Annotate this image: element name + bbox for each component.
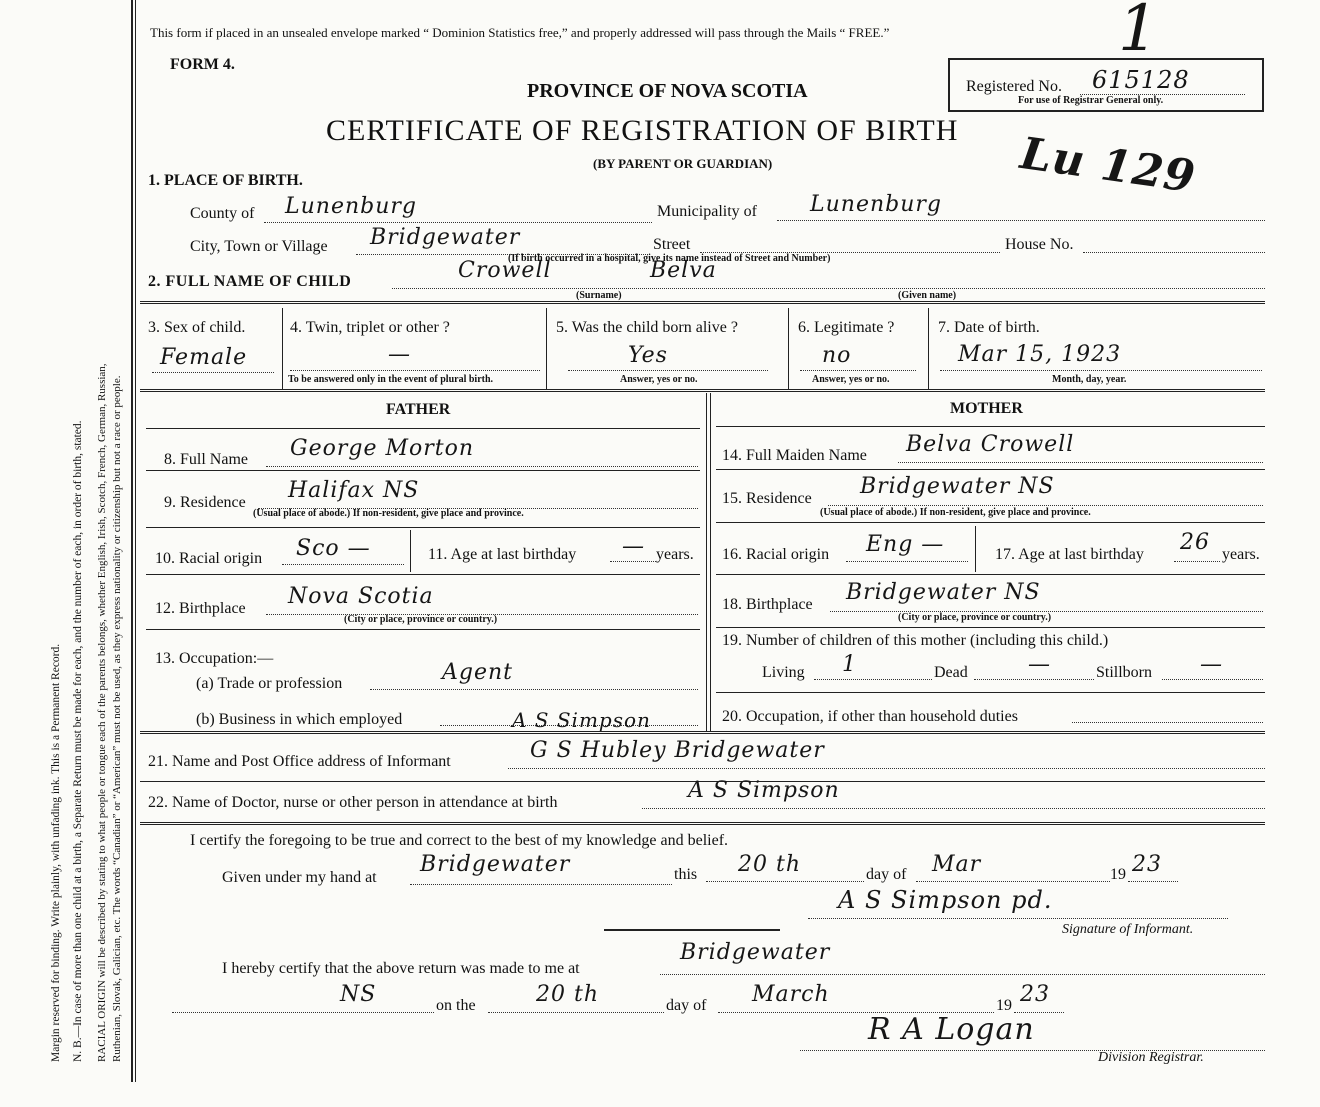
informant-signature-label: Signature of Informant. — [1062, 922, 1194, 937]
surname-note: (Surname) — [576, 290, 622, 301]
certificate-title: CERTIFICATE OF REGISTRATION OF BIRTH — [326, 114, 959, 147]
father-heading: FATHER — [386, 401, 451, 418]
child-given-name-value: Belva — [650, 258, 717, 283]
margin-note-1: Margin reserved for binding. Write plainly, with unfading ink. This is a Permanent Record. — [50, 643, 62, 1062]
registrar-province-value: NS — [340, 982, 377, 1007]
margin-rule — [131, 0, 133, 1082]
mother-name-value: Belva Crowell — [906, 432, 1075, 457]
this-label: this — [674, 866, 698, 883]
dob-value: Mar 15, 1923 — [958, 342, 1122, 367]
father-residence-note: (Usual place of abode.) If non-resident, give place and province. — [253, 508, 524, 519]
twin-label: 4. Twin, triplet or other ? — [290, 319, 450, 336]
province-heading: PROVINCE OF NOVA SCOTIA — [527, 80, 808, 102]
dead-value: — — [1028, 652, 1051, 677]
born-alive-label: 5. Was the child born alive ? — [556, 319, 738, 336]
sex-value: Female — [160, 345, 248, 370]
county-value: Lunenburg — [285, 194, 417, 219]
postal-note: This form if placed in an unsealed envelope marked “ Dominion Statistics free,” and properly addressed will pass through the Mails “ FREE.” — [150, 25, 890, 40]
certify-statement: I certify the foregoing to be true and correct to the best of my knowledge and belief. — [190, 832, 729, 849]
legitimate-note: Answer, yes or no. — [812, 374, 890, 385]
mother-name-label: 14. Full Maiden Name — [722, 447, 867, 464]
house-no-label: House No. — [1005, 236, 1074, 253]
cert-year-prefix: 19 — [1110, 866, 1126, 883]
margin-note-3: RACIAL ORIGIN will be described by stating to what people or tongue each of the parents belongs, whether English, Irish, Scotch, French, German, Russian, — [96, 363, 108, 1062]
father-residence-label: 9. Residence — [164, 494, 246, 511]
divider-1 — [140, 301, 1265, 304]
living-value: 1 — [842, 652, 857, 677]
registration-box — [948, 58, 1264, 112]
doctor-value: A S Simpson — [688, 778, 840, 803]
father-age-unit: years. — [656, 546, 694, 563]
county-label: County of — [190, 205, 255, 222]
trade-value: Agent — [442, 660, 513, 685]
stillborn-label: Stillborn — [1096, 664, 1153, 681]
informant-value: G S Hubley Bridgewater — [530, 738, 825, 763]
place-of-birth-section: 1. PLACE OF BIRTH. — [148, 172, 303, 189]
given-name-note: (Given name) — [898, 290, 957, 301]
mother-birthplace-note: (City or place, province or country.) — [898, 612, 1052, 623]
divider-4 — [140, 822, 1265, 825]
short-rule — [604, 929, 780, 931]
legitimate-label: 6. Legitimate ? — [798, 319, 895, 336]
registrar-general-note: For use of Registrar General only. — [1018, 95, 1164, 106]
sex-label: 3. Sex of child. — [148, 319, 246, 336]
form-number: FORM 4. — [170, 56, 235, 73]
cert-year-value: 23 — [1132, 852, 1162, 877]
registrar-statement: I hereby certify that the above return was made to me at — [222, 960, 580, 977]
mother-race-value: Eng — — [866, 532, 945, 557]
informant-label: 21. Name and Post Office address of Informant — [148, 753, 451, 770]
municipality-value: Lunenburg — [810, 192, 942, 217]
registrar-year-value: 23 — [1020, 982, 1050, 1007]
father-race-label: 10. Racial origin — [155, 550, 263, 567]
registrar-place-value: Bridgewater — [680, 940, 831, 965]
father-race-value: Sco — — [296, 536, 371, 561]
day-of-label: day of — [866, 866, 907, 883]
registrar-day-value: 20 th — [536, 982, 599, 1007]
father-birthplace-label: 12. Birthplace — [155, 600, 246, 617]
side-handwritten-mark: Lu 129 — [1017, 127, 1199, 204]
mother-birthplace-value: Bridgewater NS — [846, 580, 1041, 605]
doctor-label: 22. Name of Doctor, nurse or other person in attendance at birth — [148, 794, 558, 811]
mother-residence-value: Bridgewater NS — [860, 474, 1055, 499]
informant-signature: A S Simpson pd. — [838, 886, 1053, 914]
margin-note-2: N. B.—In case of more than one child at a birth, a Separate Return must be made for each, and the number of each, in order of birth, stated. — [72, 420, 84, 1062]
registrar-year-prefix: 19 — [996, 997, 1012, 1014]
given-place-value: Bridgewater — [420, 852, 571, 877]
mother-occupation-label: 20. Occupation, if other than household duties — [722, 708, 1018, 725]
living-label: Living — [762, 664, 805, 681]
mother-heading: MOTHER — [950, 400, 1023, 417]
father-name-value: George Morton — [290, 436, 474, 461]
cert-day-value: 20 th — [738, 852, 801, 877]
registered-no-label: Registered No. — [966, 78, 1062, 95]
mother-residence-label: 15. Residence — [722, 490, 812, 507]
city-label: City, Town or Village — [190, 238, 328, 255]
mother-age-value: 26 — [1180, 530, 1210, 555]
dob-label: 7. Date of birth. — [938, 319, 1040, 336]
divider-3 — [140, 731, 1265, 734]
father-occupation-label: 13. Occupation:— — [155, 650, 274, 667]
legitimate-value: no — [822, 343, 852, 368]
margin-note-4: Ruthenian, Slovak, Galician, etc. The words “Canadian” or “American” must not be used, as they express nationality or citizenship but not a race or people. — [111, 375, 123, 1062]
born-alive-note: Answer, yes or no. — [620, 374, 698, 385]
child-surname-value: Crowell — [458, 258, 552, 283]
street-note: (If birth occurred in a hospital, give its name instead of Street and Number) — [508, 253, 831, 264]
registered-no-value: 615128 — [1092, 66, 1190, 94]
twin-note: To be answered only in the event of plural birth. — [288, 374, 494, 385]
cert-month-value: Mar — [932, 852, 982, 877]
mother-age-unit: years. — [1222, 546, 1260, 563]
division-registrar-label: Division Registrar. — [1098, 1050, 1204, 1065]
father-age-label: 11. Age at last birthday — [428, 546, 577, 563]
children-count-label: 19. Number of children of this mother (including this child.) — [722, 632, 1109, 649]
father-birthplace-note: (City or place, province or country.) — [344, 614, 498, 625]
street-label: Street — [653, 236, 691, 253]
top-handwritten-mark: 1 — [1118, 0, 1160, 66]
on-the-label: on the — [436, 997, 476, 1014]
father-name-label: 8. Full Name — [164, 451, 248, 468]
child-name-label: 2. FULL NAME OF CHILD — [148, 273, 352, 290]
mother-residence-note: (Usual place of abode.) If non-resident, give place and province. — [820, 507, 1091, 518]
municipality-label: Municipality of — [657, 203, 757, 220]
registrar-month-value: March — [752, 982, 830, 1007]
given-under-label: Given under my hand at — [222, 869, 377, 886]
stillborn-value: — — [1200, 652, 1223, 677]
mother-race-label: 16. Racial origin — [722, 546, 830, 563]
certificate-subtitle: (BY PARENT OR GUARDIAN) — [593, 156, 773, 171]
binding-margin — [0, 0, 135, 1107]
city-value: Bridgewater — [370, 225, 521, 250]
business-value: A S Simpson — [512, 708, 651, 732]
registrar-signature: R A Logan — [868, 1012, 1035, 1047]
margin-rule-inner — [135, 0, 136, 1082]
father-birthplace-value: Nova Scotia — [288, 584, 434, 609]
dob-note: Month, day, year. — [1052, 374, 1127, 385]
dead-label: Dead — [934, 664, 968, 681]
born-alive-value: Yes — [628, 343, 668, 368]
registrar-day-of-label: day of — [666, 997, 707, 1014]
father-residence-value: Halifax NS — [288, 478, 420, 503]
business-label: (b) Business in which employed — [196, 711, 403, 728]
father-age-value: — — [622, 534, 645, 559]
twin-value: — — [388, 342, 411, 367]
trade-label: (a) Trade or profession — [196, 675, 343, 692]
mother-birthplace-label: 18. Birthplace — [722, 596, 813, 613]
mother-age-label: 17. Age at last birthday — [995, 546, 1144, 563]
divider-2 — [140, 389, 1265, 392]
